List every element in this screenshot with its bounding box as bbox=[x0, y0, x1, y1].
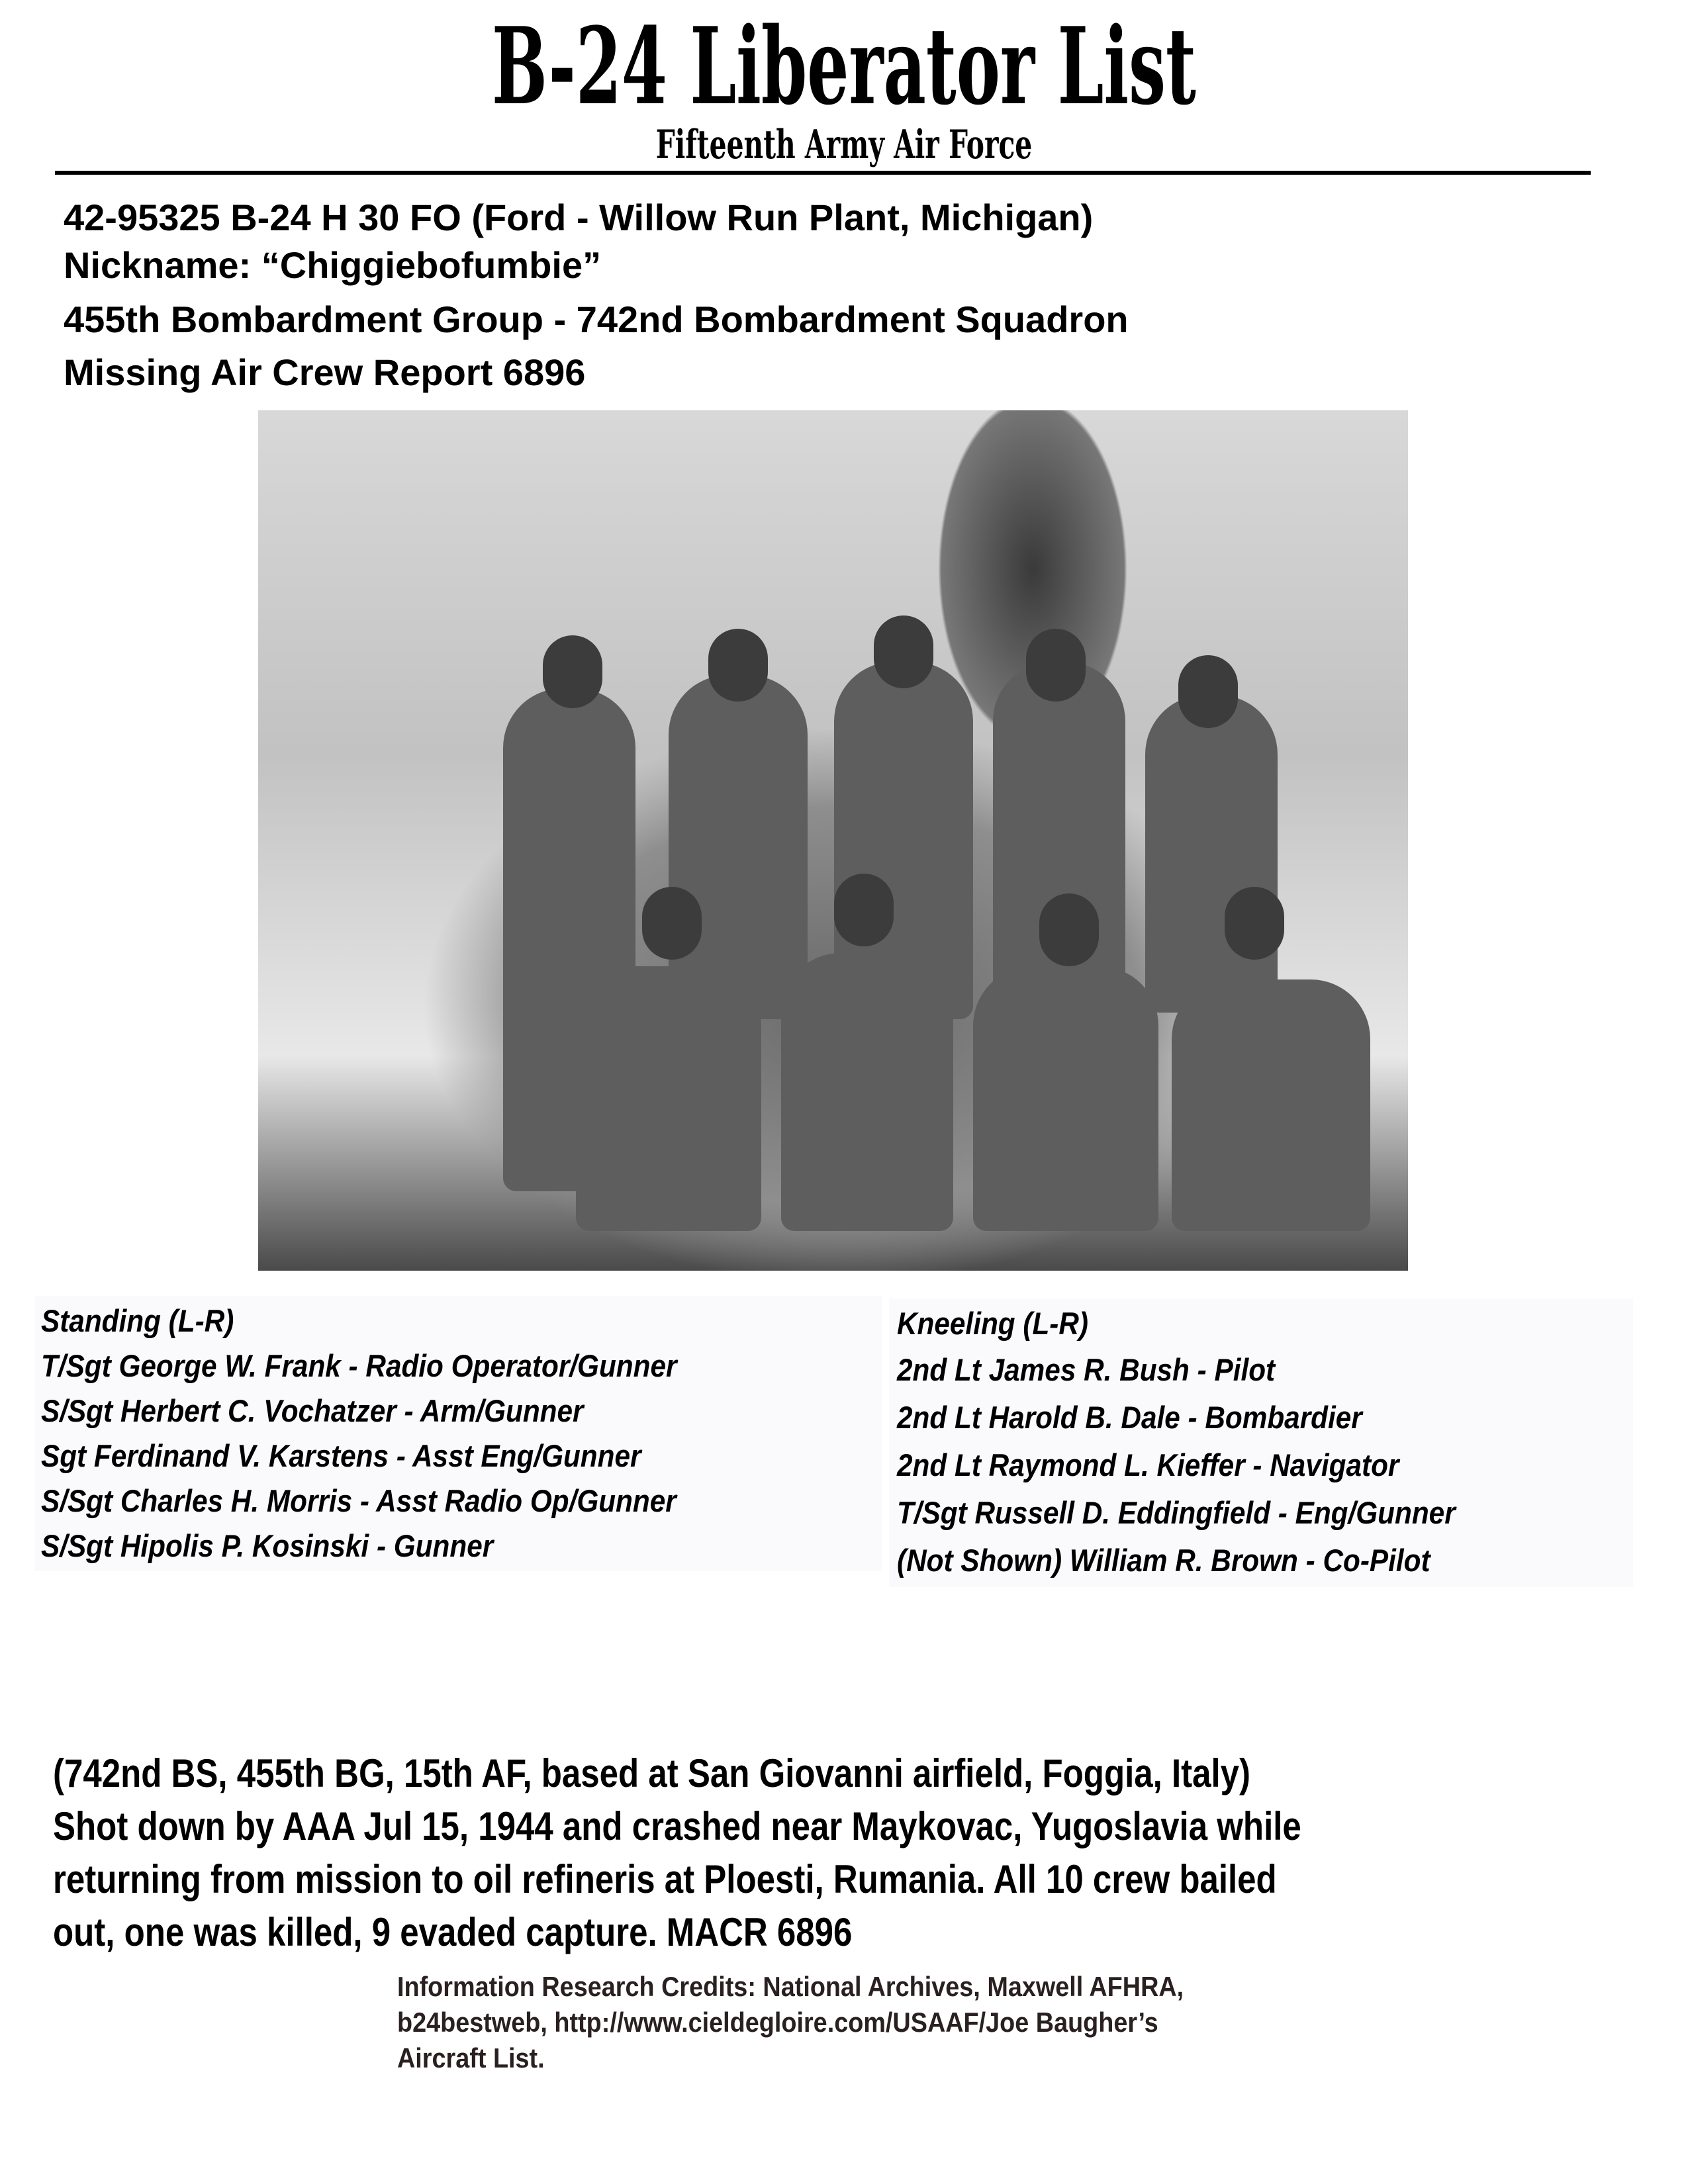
crew-head bbox=[642, 887, 702, 960]
crew-photo bbox=[258, 410, 1408, 1271]
history-line: out, one was killed, 9 evaded capture. MACR 6896 bbox=[53, 1910, 853, 1954]
crew-head bbox=[834, 874, 894, 946]
crew-head bbox=[543, 635, 602, 708]
history-line: Shot down by AAA Jul 15, 1944 and crashed near Maykovac, Yugoslavia while bbox=[53, 1804, 1301, 1848]
history-line: (742nd BS, 455th BG, 15th AF, based at San Giovanni airfield, Foggia, Italy) bbox=[53, 1751, 1251, 1796]
standing-heading: Standing (L-R) bbox=[41, 1303, 234, 1338]
unit-line: 455th Bombardment Group - 742nd Bombardment Squadron bbox=[64, 298, 1129, 340]
crew-member: (Not Shown) William R. Brown - Co-Pilot bbox=[897, 1543, 1430, 1578]
crew-figure bbox=[576, 966, 761, 1231]
history-line: returning from mission to oil refineris at Ploesti, Rumania. All 10 crew bailed bbox=[53, 1857, 1277, 1901]
crew-member: 2nd Lt Raymond L. Kieffer - Navigator bbox=[897, 1447, 1399, 1482]
credits-line: b24bestweb, http://www.cieldegloire.com/USAAF/Joe Baugher’s bbox=[397, 2007, 1158, 2038]
crew-head bbox=[1225, 887, 1284, 960]
crew-member: T/Sgt Russell D. Eddingfield - Eng/Gunner bbox=[897, 1495, 1456, 1530]
crew-figure bbox=[1145, 695, 1278, 1013]
divider bbox=[55, 171, 1591, 175]
credits bbox=[397, 1969, 1523, 2076]
crew-figure bbox=[1172, 979, 1370, 1231]
crew-member: T/Sgt George W. Frank - Radio Operator/Gunner bbox=[41, 1348, 677, 1383]
nickname-line: Nickname: “Chiggiebofumbie” bbox=[64, 244, 602, 286]
crew-figure bbox=[781, 953, 953, 1231]
kneeling-crew-list bbox=[889, 1298, 1633, 1587]
crew-figure bbox=[973, 966, 1158, 1231]
macr-line: Missing Air Crew Report 6896 bbox=[64, 351, 586, 393]
credits-line: Information Research Credits: National Archives, Maxwell AFHRA, bbox=[397, 1971, 1184, 2002]
crew-head bbox=[1026, 629, 1086, 702]
page-subtitle: Fifteenth Army Air Force bbox=[655, 122, 1033, 168]
credits-line: Aircraft List. bbox=[397, 2042, 545, 2073]
crew-member: 2nd Lt Harold B. Dale - Bombardier bbox=[897, 1400, 1362, 1435]
kneeling-heading: Kneeling (L-R) bbox=[897, 1306, 1089, 1341]
crew-head bbox=[1039, 893, 1099, 966]
crew-member: Sgt Ferdinand V. Karstens - Asst Eng/Gunner bbox=[41, 1438, 641, 1473]
history-paragraph bbox=[53, 1747, 1668, 1959]
serial-line: 42-95325 B-24 H 30 FO (Ford - Willow Run Plant, Michigan) bbox=[64, 197, 1094, 238]
crew-head bbox=[1178, 655, 1238, 728]
crew-member: S/Sgt Herbert C. Vochatzer - Arm/Gunner bbox=[41, 1393, 584, 1428]
crew-member: S/Sgt Charles H. Morris - Asst Radio Op/Gunner bbox=[41, 1483, 677, 1518]
crew-head bbox=[874, 615, 933, 688]
crew-head bbox=[708, 629, 768, 702]
crew-member: 2nd Lt James R. Bush - Pilot bbox=[897, 1352, 1276, 1387]
page-title: B-24 Liberator List bbox=[492, 4, 1196, 128]
standing-crew-list bbox=[34, 1296, 882, 1571]
crew-member: S/Sgt Hipolis P. Kosinski - Gunner bbox=[41, 1528, 494, 1563]
